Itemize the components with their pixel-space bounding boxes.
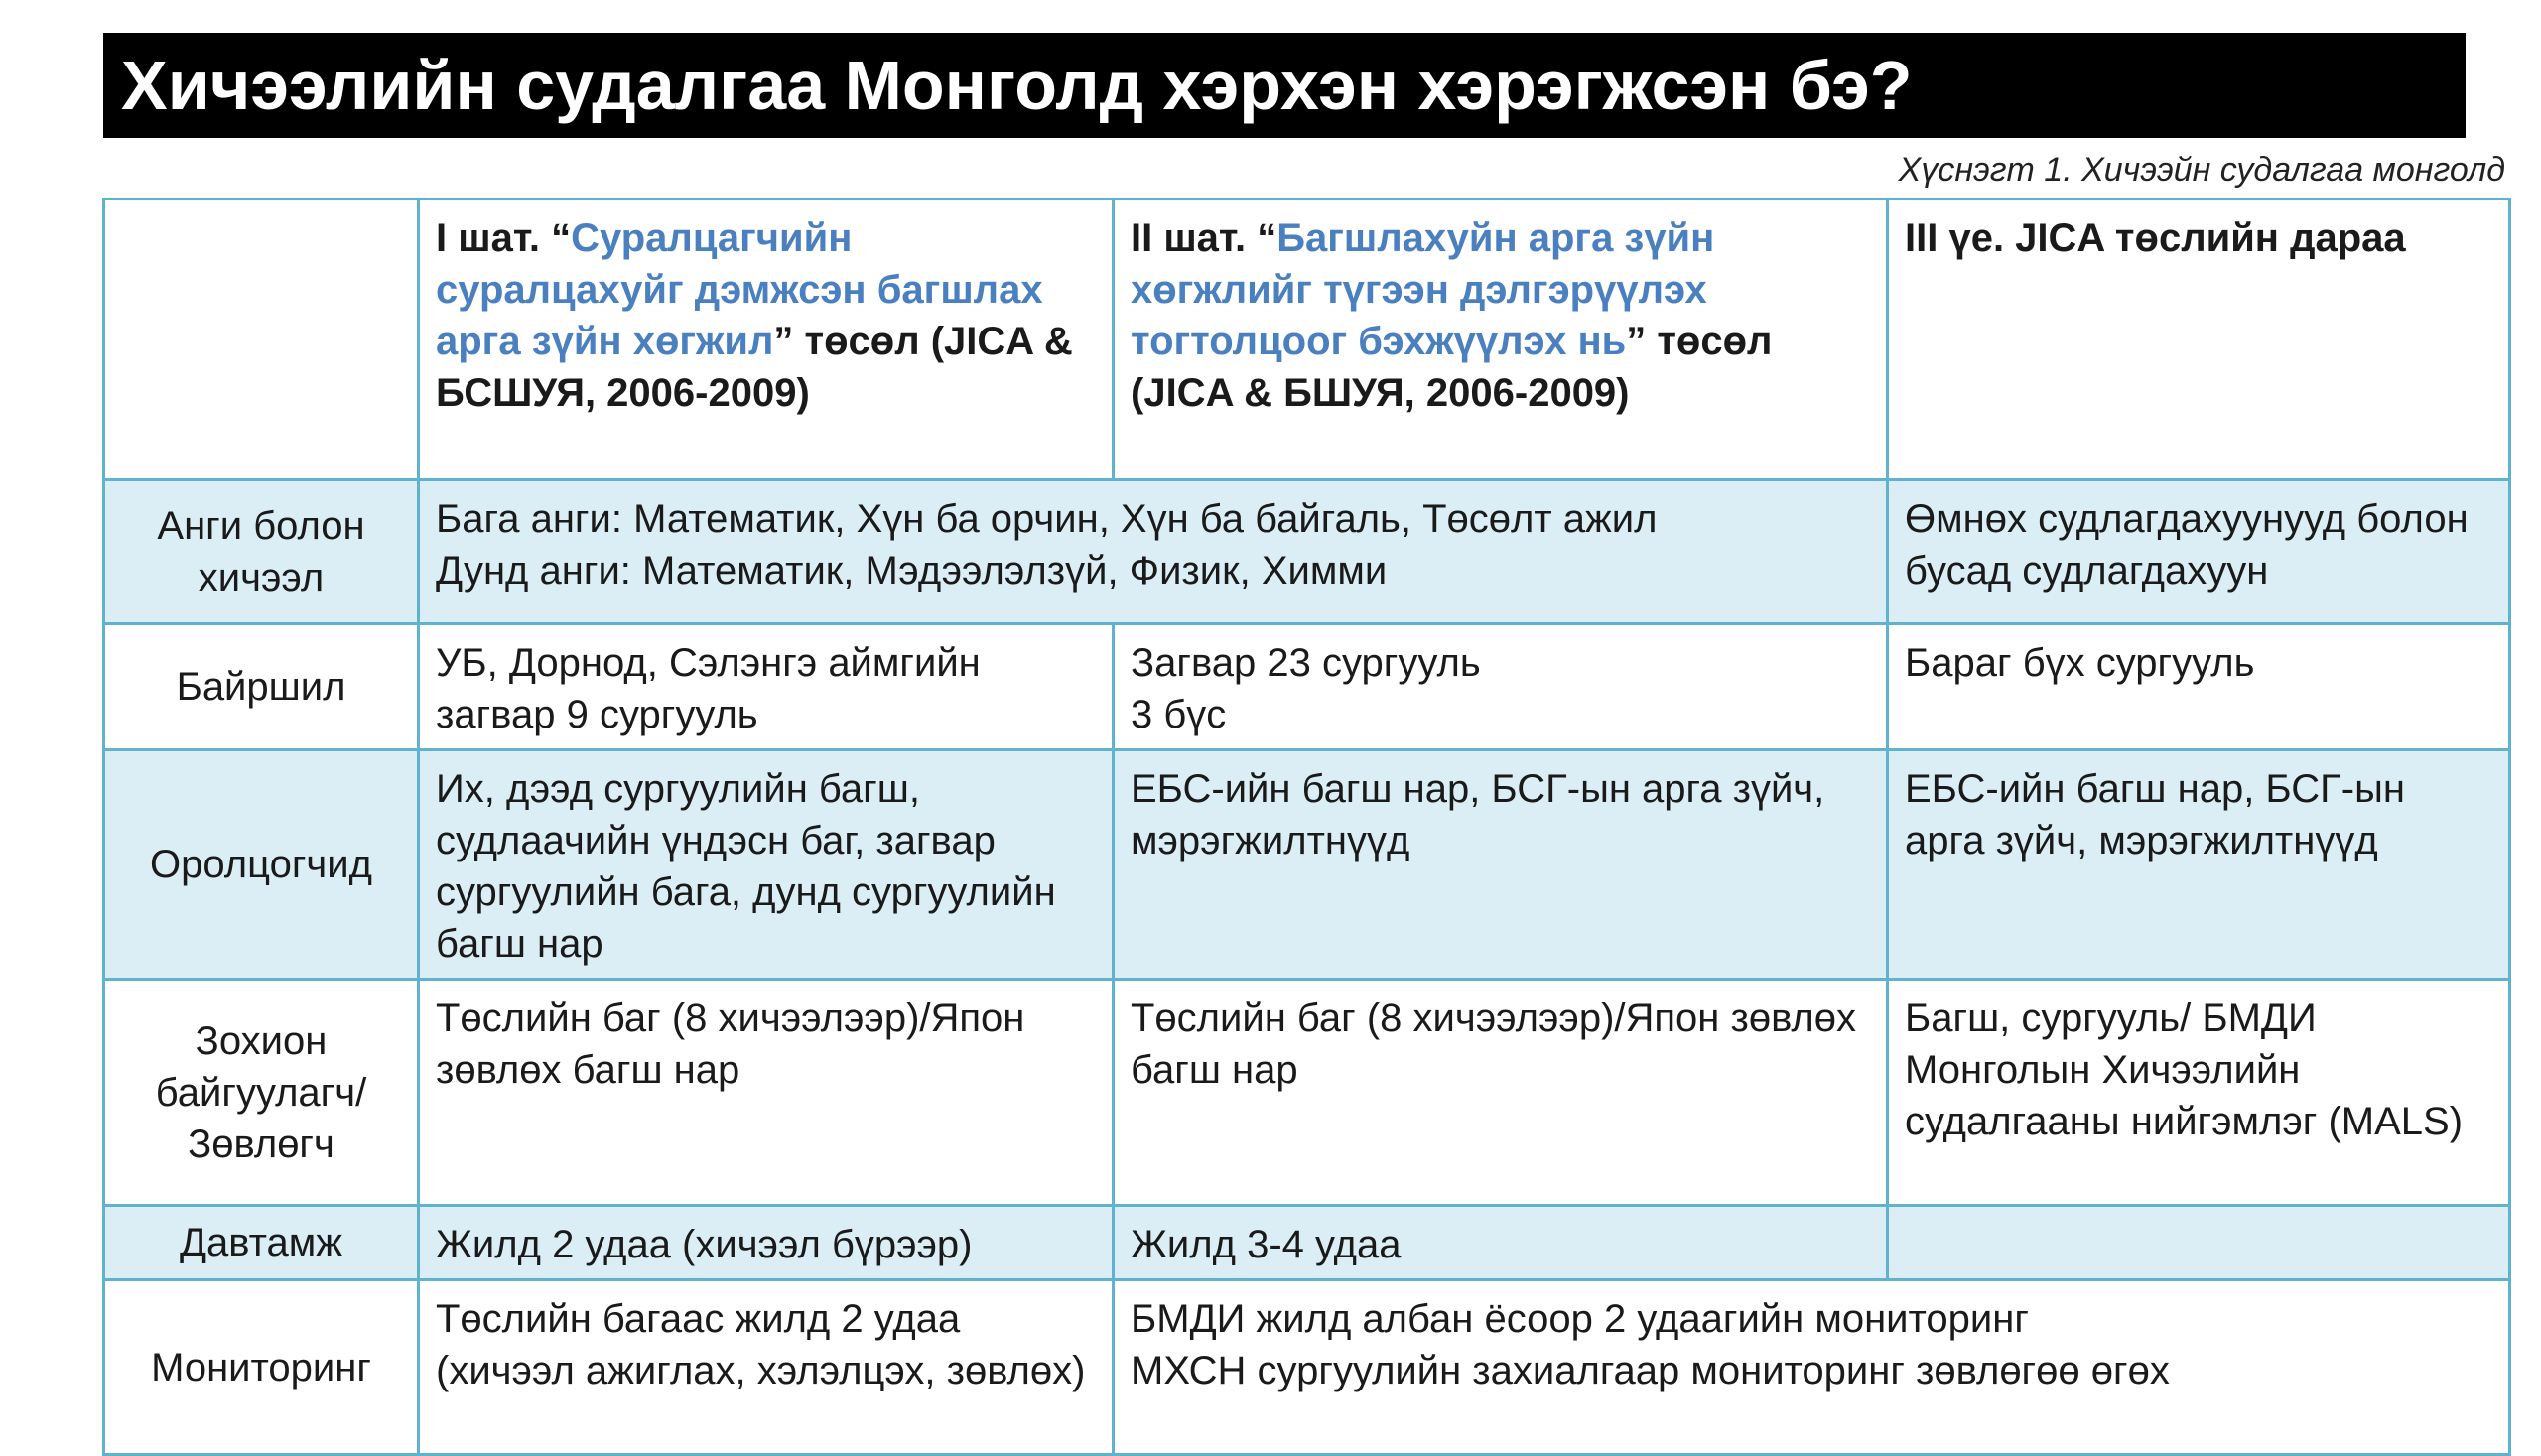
location-phase-1: УБ, Дорнод, Сэлэнгэ аймгийн загвар 9 сургууль [419,624,1114,750]
row-label-frequency: Давтамж [104,1206,419,1280]
header-phase-1: I шат. “Суралцагчийн суралцахуйг дэмжсэн багшлах арга зүйн хөгжил” төсөл (JICA & БСШУЯ, 2006-2009) [419,199,1114,480]
table-row [104,624,2510,750]
location-phase-3: Бараг бүх сургууль [1888,624,2510,750]
header-empty-cell [104,199,419,480]
table-row [104,980,2510,1206]
table-row [104,480,2510,624]
row-label-location: Байршил [104,624,419,750]
organizer-phase-1: Төслийн баг (8 хичээлээр)/Япон зөвлөх багш нар [419,980,1114,1206]
participants-phase-3: ЕБС-ийн багш нар, БСГ-ын арга зүйч, мэрэгжилтнүүд [1888,750,2510,980]
comparison-table [102,198,2511,1456]
page-title: Хичээлийн судалгаа Монголд хэрхэн хэрэгжсэн бэ? [103,33,2466,138]
row-label-grades-subjects: Анги болон хичээл [104,480,419,624]
grades-subjects-cell: Бага анги: Математик, Хүн ба орчин, Хүн ба байгаль, Төсөлт ажил Дунд анги: Математик, Мэдээлэлзүй, Физик, Химми [419,480,1888,624]
table-row [104,750,2510,980]
row-label-monitoring: Мониторинг [104,1280,419,1455]
frequency-phase-2: Жилд 3-4 удаа [1114,1206,1888,1280]
location-phase-2: Загвар 23 сургууль 3 бүс [1114,624,1888,750]
participants-phase-1: Их, дээд сургуулийн багш, судлаачийн үндэсн баг, загвар сургуулийн бага, дунд сургуулийн багш нар [419,750,1114,980]
frequency-phase-1: Жилд 2 удаа (хичээл бүрээр) [419,1206,1114,1280]
row-label-participants: Оролцогчид [104,750,419,980]
frequency-phase-3 [1888,1206,2510,1280]
grades-subjects-phase-3: Өмнөх судлагдахуунууд болон бусад судлагдахуун [1888,480,2510,624]
table-row [104,1280,2510,1455]
organizer-phase-2: Төслийн баг (8 хичээлээр)/Япон зөвлөх багш нар [1114,980,1888,1206]
table-caption: Хүснэгт 1. Хичээйн судалгаа монголд [1898,151,2505,189]
header-phase-2: II шат. “Багшлахуйн арга зүйн хөгжлийг түгээн дэлгэрүүлэх тогтолцоог бэхжүүлэх нь” төсөл (JICA & БШУЯ, 2006-2009) [1114,199,1888,480]
monitoring-phase-2-3: БМДИ жилд албан ёсоор 2 удаагийн мониторинг МХСН сургуулийн захиалгаар мониторинг зөвлөгөө өгөх [1114,1280,2510,1455]
row-label-organizer: Зохион байгуулагч/Зөвлөгч [104,980,419,1206]
participants-phase-2: ЕБС-ийн багш нар, БСГ-ын арга зүйч, мэрэгжилтнүүд [1114,750,1888,980]
table-row [104,1206,2510,1280]
organizer-phase-3: Багш, сургууль/ БМДИ Монголын Хичээлийн судалгааны нийгэмлэг (MALS) [1888,980,2510,1206]
monitoring-phase-1: Төслийн багаас жилд 2 удаа (хичээл ажиглах, хэлэлцэх, зөвлөх) [419,1280,1114,1455]
header-phase-3: III үе. JICA төслийн дараа [1888,199,2510,480]
table-header-row [104,199,2510,480]
phase-1-project-name: Суралцагчийн суралцахуйг дэмжсэн багшлах арга зүйн хөгжил [436,216,1043,363]
phase-2-project-name: Багшлахуйн арга зүйн хөгжлийг түгээн дэлгэрүүлэх тогтолцоог бэхжүүлэх нь [1131,216,1715,363]
